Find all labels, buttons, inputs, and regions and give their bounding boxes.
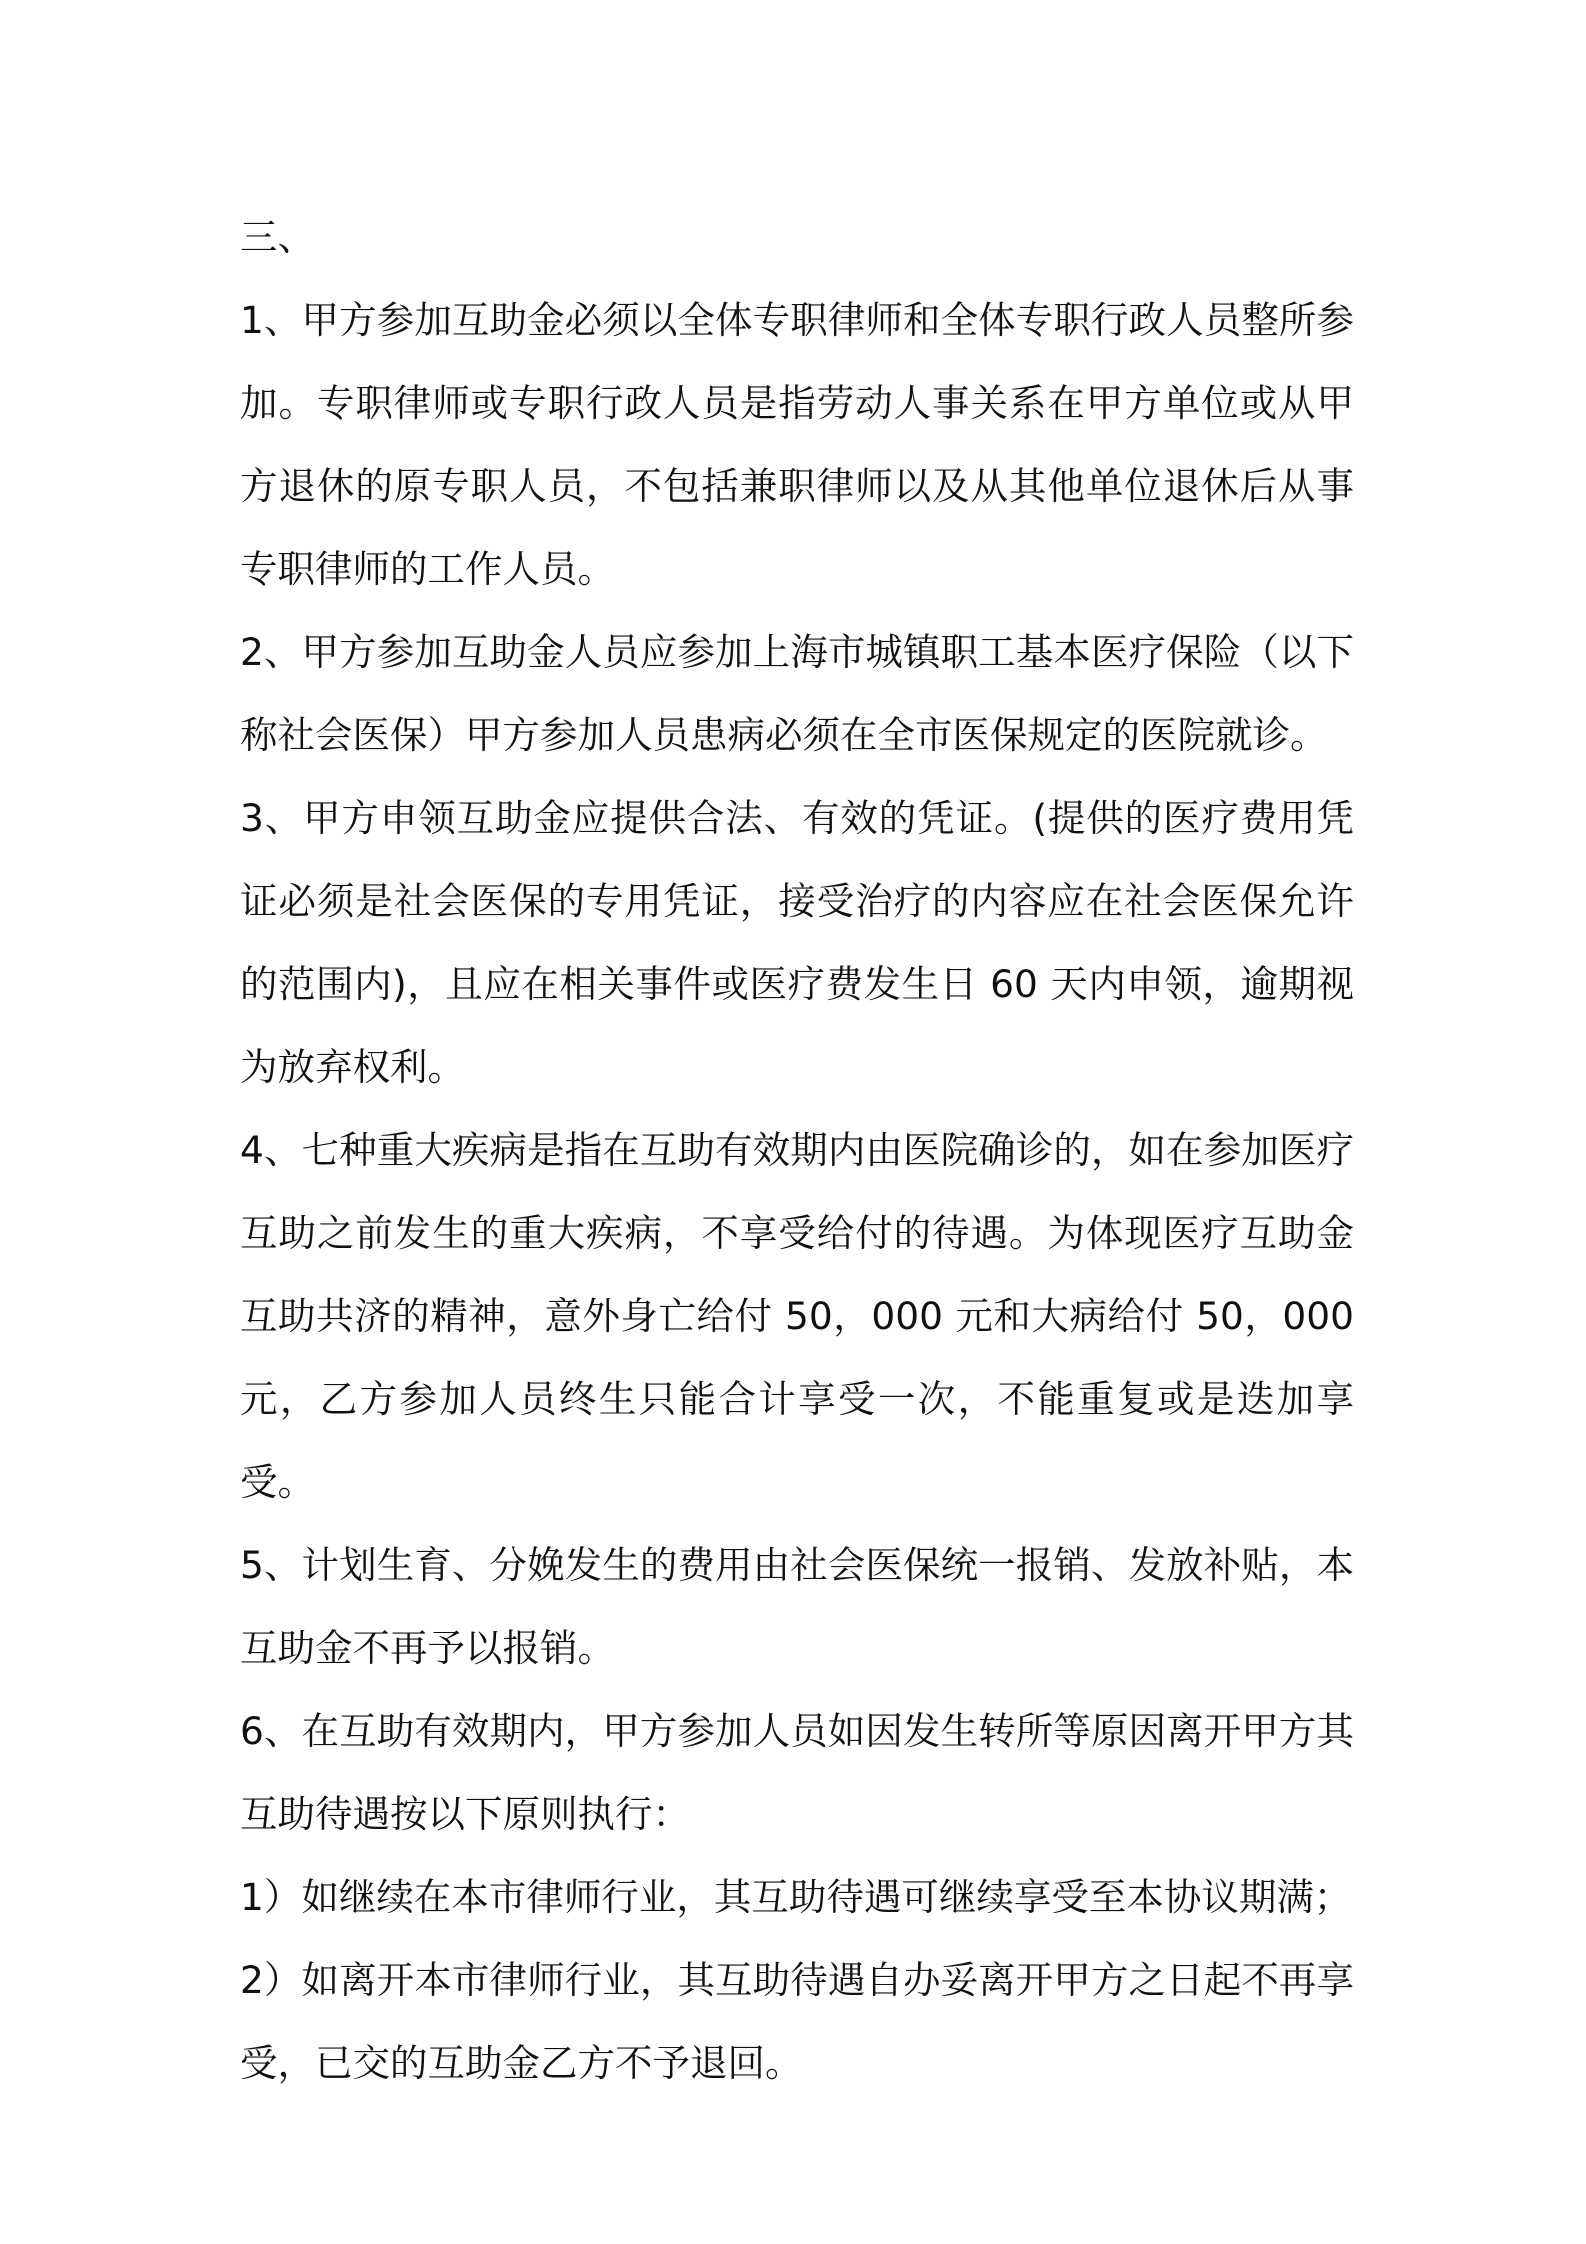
clause-2: 2、甲方参加互助金人员应参加上海市城镇职工基本医疗保险（以下称社会医保）甲方参加人员患病必须在全市医保规定的医院就诊。: [240, 630, 1354, 757]
clause-5: 5、计划生育、分娩发生的费用由社会医保统一报销、发放补贴，本互助金不再予以报销。: [240, 1543, 1354, 1670]
clause-1: 1、甲方参加互助金必须以全体专职律师和全体专职行政人员整所参加。专职律师或专职行政人员是指劳动人事关系在甲方单位或从甲方退休的原专职人员，不包括兼职律师以及从其他单位退休后从事专职律师的工作人员。: [240, 298, 1354, 591]
clause-6: 6、在互助有效期内，甲方参加人员如因发生转所等原因离开甲方其互助待遇按以下原则执行：: [240, 1709, 1354, 1836]
document-body: [240, 196, 1354, 2105]
clause-3: 3、甲方申领互助金应提供合法、有效的凭证。(提供的医疗费用凭证必须是社会医保的专用凭证，接受治疗的内容应在社会医保允许的范围内)，且应在相关事件或医疗费发生日 60 天内申领，逾期视为放弃权利。: [240, 796, 1354, 1089]
section-heading: 三、: [240, 215, 315, 259]
clause-4: 4、七种重大疾病是指在互助有效期内由医院确诊的，如在参加医疗互助之前发生的重大疾病，不享受给付的待遇。为体现医疗互助金互助共济的精神，意外身亡给付 50，000 元和大病给付 50，000 元，乙方参加人员终生只能合计享受一次，不能重复或是迭加享受。: [240, 1128, 1354, 1504]
clause-6-item-1: 1）如继续在本市律师行业，其互助待遇可继续享受至本协议期满；: [240, 1875, 1352, 1919]
clause-6-item-2: 2）如离开本市律师行业，其互助待遇自办妥离开甲方之日起不再享受，已交的互助金乙方不予退回。: [240, 1958, 1354, 2085]
